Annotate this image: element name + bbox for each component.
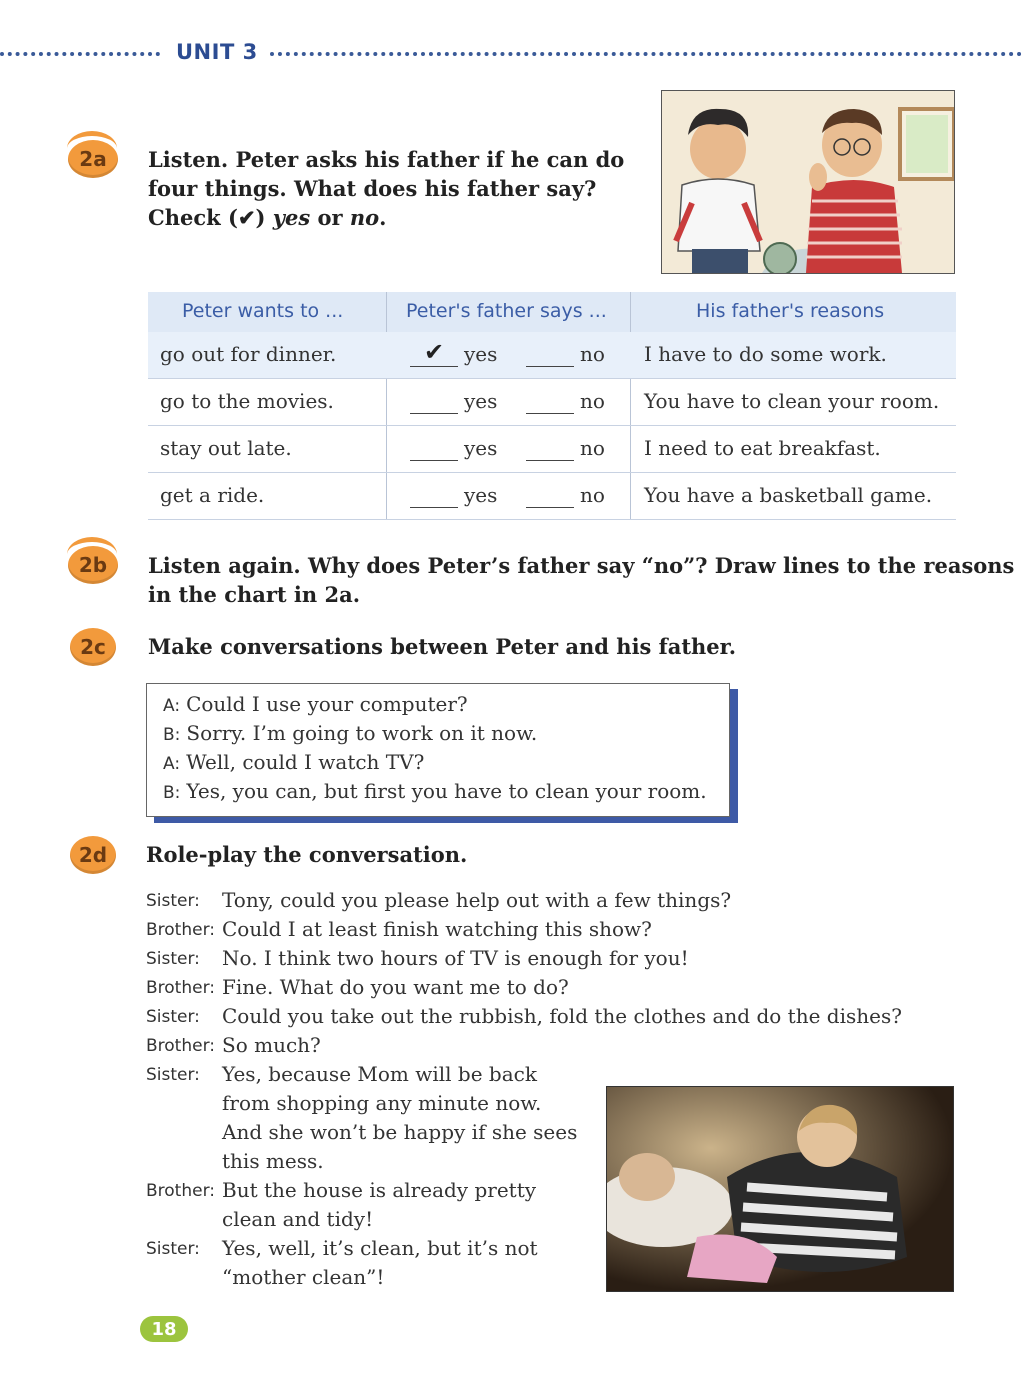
yes-blank[interactable] (410, 366, 458, 367)
speaker-label: B: (163, 783, 181, 803)
no-label: no (580, 483, 605, 507)
speaker-label: Sister: (146, 949, 200, 969)
no-blank[interactable] (526, 413, 574, 414)
badge-2b (68, 546, 118, 584)
instruction-2a-line-1: Listen. Peter asks his father if he can do (148, 147, 625, 172)
dialogue-line: from shopping any minute now. (222, 1091, 542, 1115)
instruction-2b-line-1: Listen again. Why does Peter’s father say “no”? Draw lines to the reasons (148, 553, 1015, 578)
speaker-label: Brother: (146, 978, 215, 998)
conversation-text: Sorry. I’m going to work on it now. (186, 721, 538, 745)
check-middle: ) (255, 205, 273, 230)
conversation-line (163, 779, 707, 803)
period: . (379, 205, 387, 230)
photo-svg (607, 1087, 953, 1291)
yes-label: yes (464, 342, 498, 366)
dialogue-line: “mother clean”! (222, 1265, 385, 1289)
badge-2c-label: 2c (80, 635, 106, 659)
no-blank[interactable] (526, 507, 574, 508)
instruction-2a-line-2: four things. What does his father say? (148, 176, 597, 201)
dialogue-line: clean and tidy! (222, 1207, 374, 1231)
speaker-label: Sister: (146, 1239, 200, 1259)
header-dots-left (0, 52, 160, 56)
reason-cell: I have to do some work. (644, 342, 887, 366)
yes-word: yes (272, 205, 311, 230)
dialogue-line: So much? (222, 1033, 321, 1057)
badge-2c (70, 628, 116, 666)
instruction-2d: Role-play the conversation. (146, 842, 468, 867)
check-mark-icon: ✔ (424, 338, 445, 366)
dialogue-line: Yes, because Mom will be back (222, 1062, 537, 1086)
conversation-box-2c (146, 683, 730, 817)
conversation-text: Yes, you can, but first you have to clean your room. (186, 779, 707, 803)
no-label: no (580, 342, 605, 366)
dialogue-line: Could I at least finish watching this show? (222, 917, 652, 941)
reason-cell: You have a basketball game. (644, 483, 933, 507)
speaker-label: Sister: (146, 891, 200, 911)
header-father-says: Peter's father says ... (406, 300, 607, 322)
illustration-svg (662, 91, 954, 273)
check-prefix: Check ( (148, 205, 238, 230)
want-cell: get a ride. (160, 483, 265, 507)
dialogue-line: But the house is already pretty (222, 1178, 537, 1202)
children-messy-room-photo (606, 1086, 954, 1292)
reason-cell: You have to clean your room. (644, 389, 940, 413)
instruction-2b (148, 551, 1014, 609)
dialogue-line: Could you take out the rubbish, fold the clothes and do the dishes? (222, 1004, 902, 1028)
unit-title: UNIT 3 (176, 40, 258, 64)
speaker-label: Sister: (146, 1065, 200, 1085)
speaker-label: A: (163, 754, 181, 774)
speaker-label: Brother: (146, 1036, 215, 1056)
dialogue-line: No. I think two hours of TV is enough for you! (222, 946, 689, 970)
conversation-line (163, 721, 537, 745)
peter-and-father-illustration (661, 90, 955, 274)
header-dots-right (270, 52, 1022, 56)
instruction-2c: Make conversations between Peter and his father. (148, 634, 737, 659)
yes-label: yes (464, 389, 498, 413)
yes-label: yes (464, 436, 498, 460)
badge-2d-label: 2d (78, 843, 108, 867)
want-cell: stay out late. (160, 436, 292, 460)
speaker-label: Brother: (146, 920, 215, 940)
no-blank[interactable] (526, 366, 574, 367)
dialogue-line: Yes, well, it’s clean, but it’s not (222, 1236, 538, 1260)
header-reasons: His father's reasons (696, 300, 885, 322)
conversation-text: Well, could I watch TV? (186, 750, 425, 774)
table-row (148, 379, 956, 426)
yes-label: yes (464, 483, 498, 507)
table-row (148, 426, 956, 473)
conversation-text: Could I use your computer? (186, 692, 468, 716)
yes-blank[interactable] (410, 507, 458, 508)
dialogue-line: And she won’t be happy if she sees (222, 1120, 578, 1144)
speaker-label: B: (163, 725, 181, 745)
chart-2a (148, 292, 956, 522)
instruction-2b-line-2: in the chart in 2a. (148, 582, 361, 607)
no-label: no (580, 389, 605, 413)
badge-2d (70, 836, 116, 874)
speaker-label: Brother: (146, 1181, 215, 1201)
want-cell: go to the movies. (160, 389, 334, 413)
badge-2b-label: 2b (78, 553, 108, 577)
dialogue-line: this mess. (222, 1149, 324, 1173)
page-number: 18 (140, 1316, 188, 1342)
yes-blank[interactable] (410, 413, 458, 414)
dialogue-line: Fine. What do you want me to do? (222, 975, 569, 999)
conversation-line (163, 692, 468, 716)
yes-blank[interactable] (410, 460, 458, 461)
table-header (148, 292, 956, 334)
speaker-label: Sister: (146, 1007, 200, 1027)
no-word: no (349, 205, 380, 230)
badge-2a-label: 2a (79, 147, 107, 171)
or-word: or (310, 205, 350, 230)
no-blank[interactable] (526, 460, 574, 461)
table-row (148, 473, 956, 520)
table-row (148, 332, 956, 379)
instruction-2a-line-3 (148, 203, 624, 232)
conversation-line (163, 750, 424, 774)
speaker-label: A: (163, 696, 181, 716)
want-cell: go out for dinner. (160, 342, 337, 366)
reason-cell: I need to eat breakfast. (644, 436, 881, 460)
no-label: no (580, 436, 605, 460)
dialogue-line: Tony, could you please help out with a few things? (222, 888, 732, 912)
badge-2a (68, 140, 118, 178)
instruction-2a (148, 145, 624, 232)
check-mark-icon: ✔ (237, 205, 256, 230)
header-wants: Peter wants to ... (182, 300, 344, 322)
